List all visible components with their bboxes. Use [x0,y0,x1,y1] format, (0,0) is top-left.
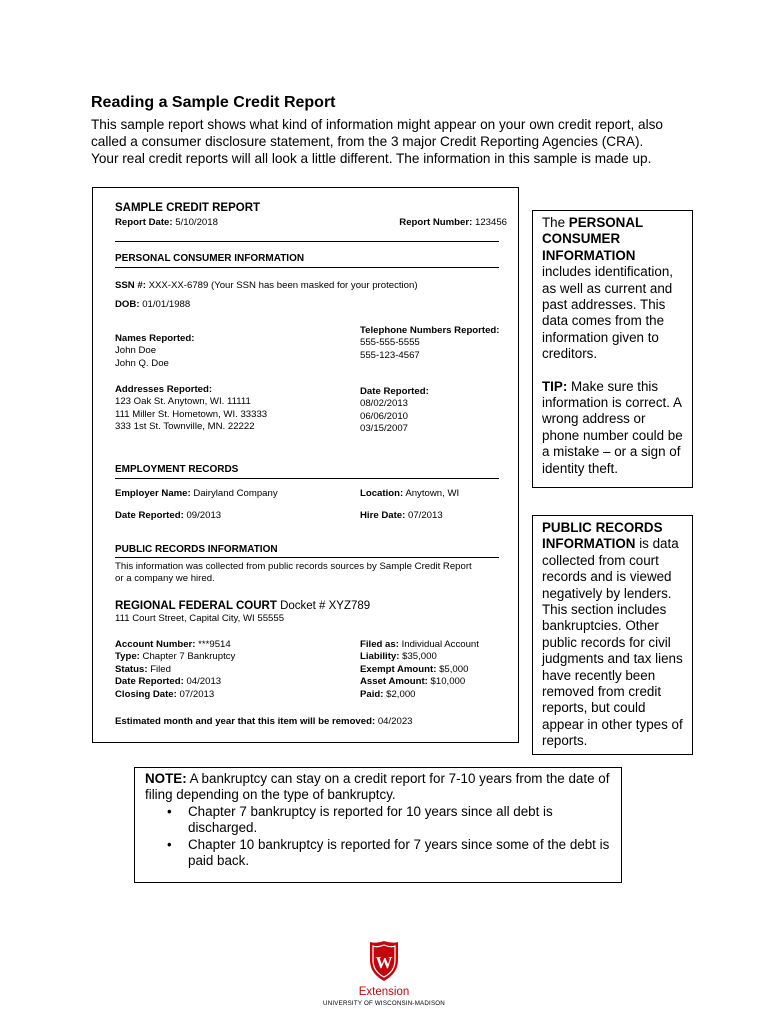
addresses-reported [115,384,267,434]
date-item: 08/02/2013 [360,398,409,410]
employment-date-value: 09/2013 [186,510,222,521]
closing-value: 07/2013 [179,688,215,700]
record-date-value: 04/2013 [186,676,222,688]
personal-section-header: PERSONAL CONSUMER INFORMATION [115,253,305,264]
employer-value: Dairyland Company [193,488,278,499]
ssn [115,280,418,292]
record-type [115,651,235,663]
addresses-label: Addresses Reported: [115,384,213,395]
exempt-amount [360,664,479,676]
public-records-section-header: PUBLIC RECORDS INFORMATION [115,544,278,555]
employer-label: Employer Name: [115,488,191,499]
status-value: Filed [150,663,171,675]
liability-label: Liability: [360,651,400,663]
account-value: ***9514 [198,639,231,650]
bullet-icon: • [167,803,172,819]
personal-callout-text [542,215,684,363]
dates-reported [360,386,429,436]
phones-reported [360,325,499,362]
tip-label: TIP: [542,378,568,394]
public-note-line: This information was collected from public records sources by Sample Credit Report [115,561,472,572]
report-date-value: 5/10/2018 [175,217,218,228]
sample-credit-report [92,187,519,743]
bankruptcy-details-left [115,639,235,701]
names-reported [115,333,194,370]
removal-estimate [115,716,413,728]
phones-label: Telephone Numbers Reported: [360,325,500,336]
report-date-label: Report Date: [115,217,173,228]
court-docket: Docket # XYZ789 [280,600,371,612]
public-callout-bold: PUBLIC RECORDS INFORMATION [542,520,663,552]
dob-value: 01/01/1988 [142,299,191,310]
report-number [399,217,507,229]
asset-amount [360,676,479,688]
court-address: 111 Court Street, Capital City, WI 55555 [115,613,285,624]
dob-label: DOB: [115,299,140,310]
callout-lead: The [542,215,569,230]
crest-letter: W [375,953,393,972]
record-date-reported [115,676,235,688]
account-number [115,639,235,651]
record-date-label: Date Reported: [115,676,184,688]
removal-value: 04/2023 [377,716,413,727]
employment-date-label: Date Reported: [115,510,184,521]
record-status [115,664,235,676]
bullet-text: Chapter 7 bankruptcy is reported for 10 years since all debt is discharged. [188,803,553,836]
employment-section-header: EMPLOYMENT RECORDS [115,464,239,475]
intro-line: This sample report shows what kind of information might appear on your own credit report, also [91,117,663,132]
date-item: 06/06/2010 [360,410,409,422]
asset-value: $10,000 [430,676,466,688]
filed-as [360,639,479,651]
phone-item: 555-555-5555 [360,337,420,349]
note-body: A bankruptcy can stay on a credit report for 7-10 years from the date of filing depending on the type of bankruptcy. [145,771,610,803]
name-item: John Doe [115,345,157,357]
divider [115,557,499,558]
public-callout-text [542,520,684,750]
filed-value: Individual Account [401,639,479,650]
bullet-icon: • [167,836,172,852]
bullet-text: Chapter 10 bankruptcy is reported for 7 years since some of the debt is paid back. [188,836,610,869]
logo-university: UNIVERSITY OF WISCONSIN-MADISON [323,1000,445,1007]
exempt-value: $5,000 [439,663,469,675]
hire-date [360,510,443,522]
employment-date-reported [115,510,221,522]
paid-label: Paid: [360,688,384,700]
hire-date-label: Hire Date: [360,510,406,521]
asset-label: Asset Amount: [360,676,428,688]
employer-location [360,488,459,500]
note-box [134,767,622,883]
list-item [145,804,611,837]
note-text [145,771,611,804]
employer-name [115,488,278,500]
divider [115,241,499,242]
filed-label: Filed as: [360,639,399,650]
report-date [115,217,218,229]
liability [360,651,479,663]
public-records-callout [532,515,693,755]
date-item: 03/15/2007 [360,423,409,435]
report-number-label: Report Number: [399,217,473,228]
ssn-label: SSN #: [115,280,146,291]
public-records-note [115,561,472,586]
address-item: 123 Oak St. Anytown, WI. 11111 [115,396,251,408]
court-name [115,600,370,612]
location-label: Location: [360,488,404,499]
uw-extension-logo [310,940,458,1010]
divider [115,267,499,268]
tip-text [542,379,684,477]
name-item: John Q. Doe [115,357,169,369]
address-item: 333 1st St. Townville, MN. 22222 [115,421,255,433]
dob [115,299,190,311]
liability-value: $35,000 [402,651,437,663]
bankruptcy-details-right [360,639,479,701]
names-label: Names Reported: [115,333,195,344]
callout-bold: PERSONAL CONSUMER INFORMATION [542,215,643,263]
personal-info-callout [532,210,693,488]
intro-line: called a consumer disclosure statement, from the 3 major Credit Reporting Agencies (CRA). [91,134,644,149]
list-item [145,837,611,870]
closing-label: Closing Date: [115,688,177,700]
status-label: Status: [115,663,148,675]
ssn-value: XXX-XX-6789 (Your SSN has been masked for your protection) [148,280,418,291]
tip-body: Make sure this information is correct. A wrong address or phone number could be a mistake – or a sign of identity theft. [542,378,683,476]
page-title: Reading a Sample Credit Report [91,94,336,111]
court-name-label: REGIONAL FEDERAL COURT [115,600,277,612]
logo-wordmark: Extension [358,986,410,998]
report-title: SAMPLE CREDIT REPORT [115,202,261,214]
removal-label: Estimated month and year that this item will be removed: [115,716,376,727]
note-label: NOTE: [145,771,187,786]
dates-label: Date Reported: [360,386,429,397]
public-callout-body: is data collected from court records and is viewed negatively by lenders. This section includes bankruptcies. Other public records for civil judgments and tax liens have recently been removed from credit reports, but could appear in other types of reports. [542,536,683,749]
hire-date-value: 07/2013 [408,510,443,521]
paid-amount [360,689,479,701]
closing-date [115,689,235,701]
report-number-value: 123456 [474,217,507,228]
location-value: Anytown, WI [405,488,460,499]
phone-item: 555-123-4567 [360,349,420,361]
address-item: 111 Miller St. Hometown, WI. 33333 [115,408,268,420]
type-value: Chapter 7 Bankruptcy [142,651,236,663]
account-label: Account Number: [115,639,196,650]
intro-line: Your real credit reports will all look a little different. The information in this sample is made up. [91,151,652,166]
exempt-label: Exempt Amount: [360,663,437,675]
callout-body: includes identification, as well as current and past addresses. This data comes from the information given to creditors. [542,264,674,362]
type-label: Type: [115,651,140,663]
crest-icon [368,940,400,982]
intro-paragraph [91,116,731,167]
divider [115,478,499,479]
note-bullet-list [145,804,611,870]
public-note-line: or a company we hired. [115,573,215,585]
paid-value: $2,000 [386,688,416,700]
